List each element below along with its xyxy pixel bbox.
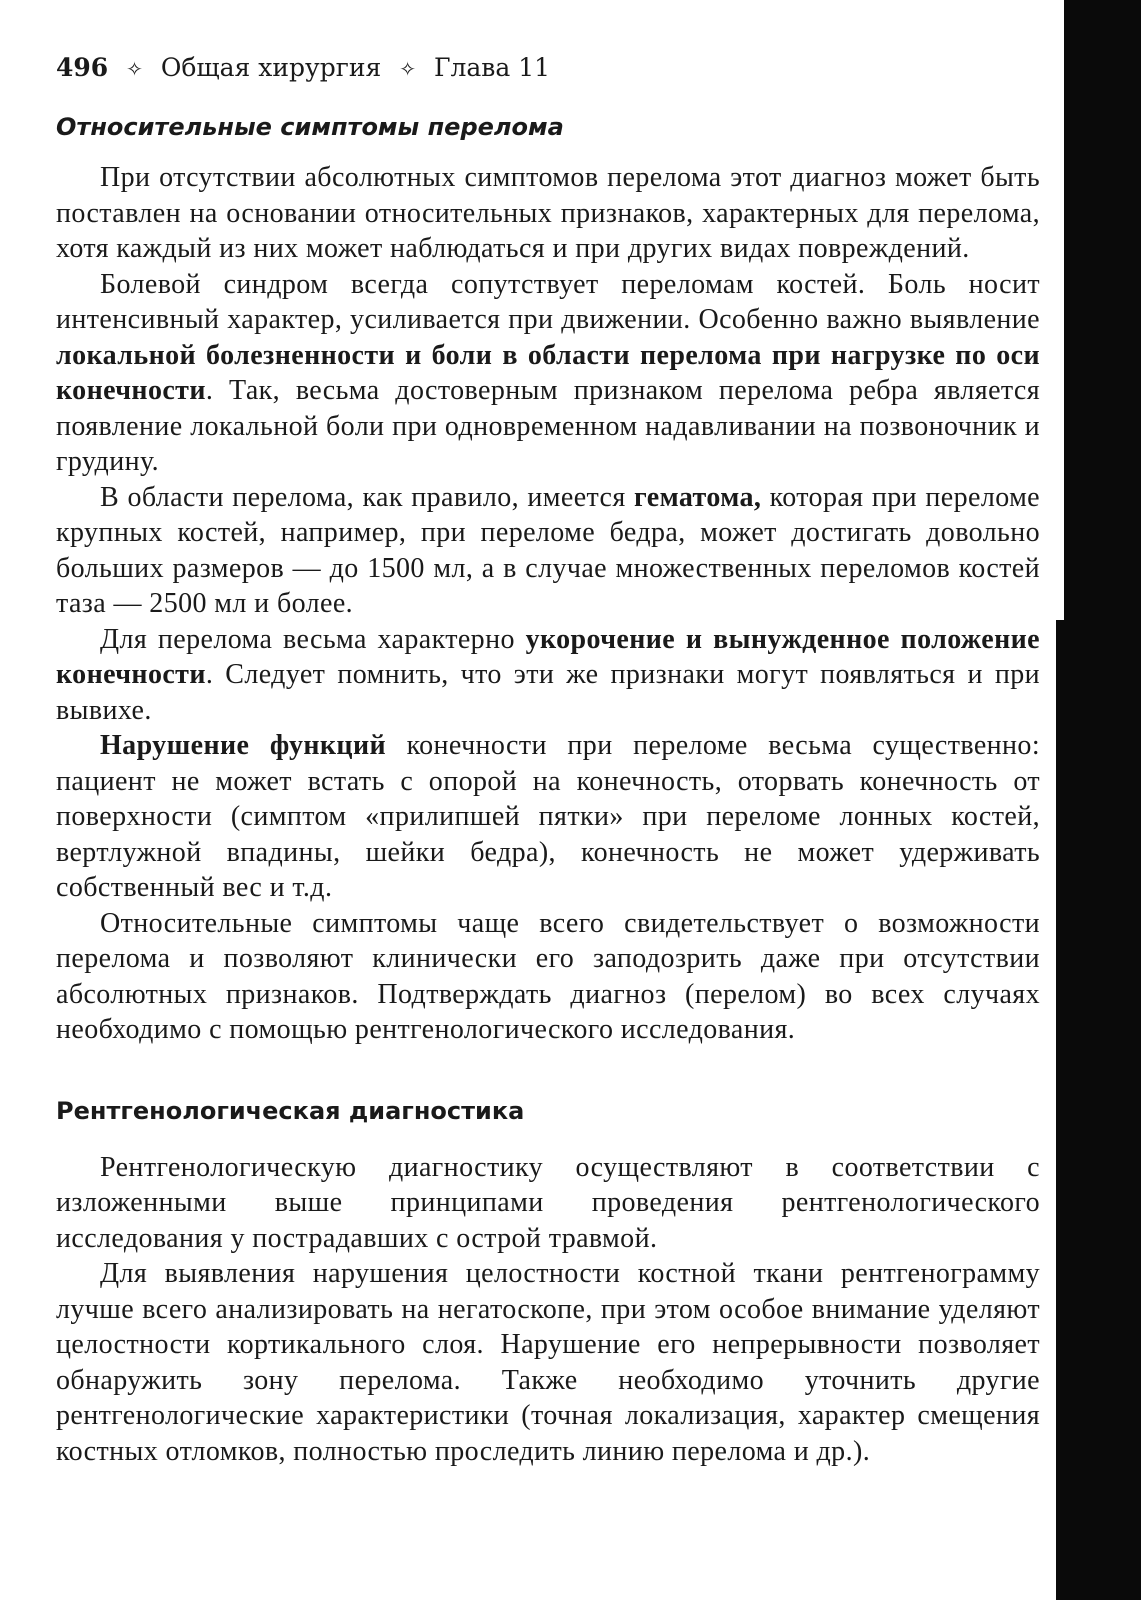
diamond-separator-icon: ✧ [126, 57, 143, 81]
running-head [56, 48, 1040, 92]
paragraph: Нарушение функций конечности при переломе весьма существенно: пациент не может встать с опорой на конечность, оторвать конечность от поверхности (симптом «прилипшей пятки» при переломе лонных костей, вертлужной впадины, шейки бедра), конечность не может удерживать собственный вес и т.д. [56, 730, 1040, 903]
page-number: 496 [56, 53, 109, 82]
paragraph: Для перелома весьма характерно укорочение и вынужденное положение конечности. Следует помнить, что эти же признаки могут появляться и при вывихе. [56, 623, 1040, 726]
paragraph: В области перелома, как правило, имеется гематома, которая при переломе крупных костей, например, при переломе бедра, может достигать довольно больших размеров — до 1500 мл, а в случае множественных переломов костей таза — 2500 мл и более. [56, 481, 1041, 619]
chapter-label: Глава 11 [433, 53, 551, 82]
emphasis-text: локальной болезненности и боли в области перелома при нагрузке по оси конечности [56, 339, 1040, 406]
paragraph: Рентгенологическую диагностику осуществляют в соответствии с изложенными выше принципами проведения рентгенологического исследования у пострадавших с острой травмой. [56, 1151, 1040, 1254]
section-heading: Рентгенологическая диагностика [56, 1096, 525, 1125]
paragraph: Для выявления нарушения целостности костной ткани рентгенограмму лучше всего анализировать на негатоскопе, при этом особое внимание уделяют целостности кортикального слоя. Нарушение его непрерывности позволяет обнаружить зону перелома. Также необходимо уточнить другие рентгенологические характеристики (точная локализация, характер смещения костных отломков, полностью проследить линию перелома и др.). [56, 1258, 1040, 1467]
paragraph: Относительные симптомы чаще всего свидетельствует о возможности перелома и позволяют клинически его заподозрить даже при отсутствии абсолютных признаков. Подтверждать диагноз (перелом) во всех случаях необходимо с помощью рентгенологического исследования. [56, 907, 1040, 1045]
paragraph: Болевой синдром всегда сопутствует переломам костей. Боль носит интенсивный характер, усиливается при движении. Особенно важно выявление локальной болезненности и боли в области перелома при нагрузке по оси конечности. Так, весьма достоверным признаком перелома ребра является появление локальной боли при одновременном надавливании на позвоночник и грудину. [56, 268, 1040, 477]
diamond-separator-icon: ✧ [399, 57, 417, 81]
emphasis-text: укорочение и вынужденное положение конечности [56, 623, 1040, 690]
paragraph: При отсутствии абсолютных симптомов перелома этот диагноз может быть поставлен на основании относительных признаков, характерных для перелома, хотя каждый из них может наблюдаться и при других видах повреждений. [56, 162, 1040, 264]
subsection-heading: Относительные симптомы перелома [56, 113, 564, 141]
book-page [56, 48, 1040, 1469]
book-title: Общая хирургия [160, 53, 382, 82]
scan-edge-shadow [1064, 0, 1141, 1600]
scan-edge-shadow-lower [1056, 620, 1064, 1600]
emphasis-text: гематома, [634, 481, 762, 513]
emphasis-text: Нарушение функций [100, 730, 387, 761]
